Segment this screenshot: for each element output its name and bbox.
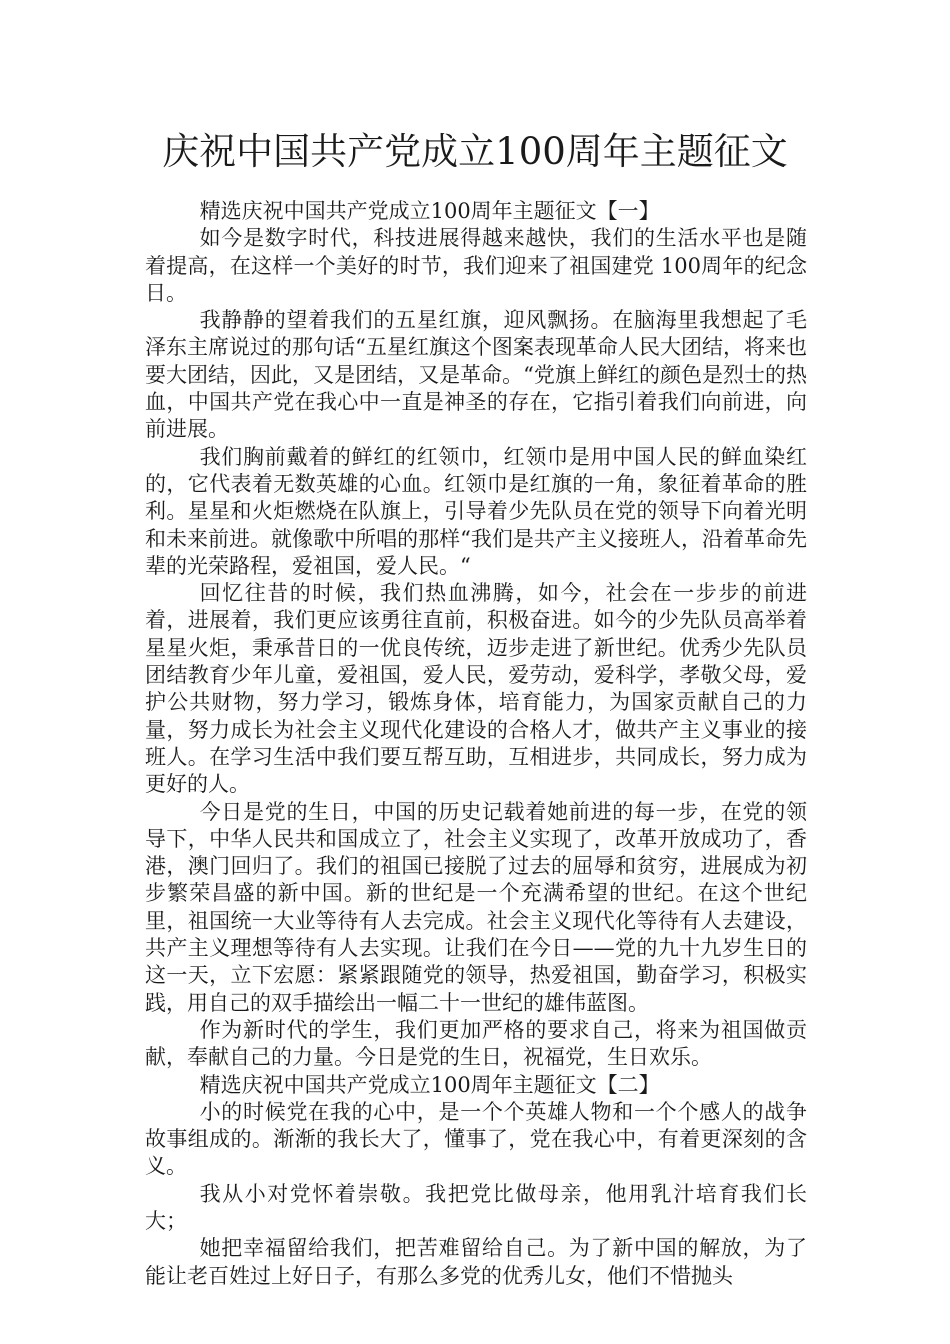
- paragraph: 我静静的望着我们的五星红旗，迎风飘扬。在脑海里我想起了毛泽东主席说过的那句话“五星红旗这个图案表现革命人民大团结，将来也要大团结，因此，又是团结，又是革命。“党旗上鲜红的颜色是烈士的热血，中国共产党在我心中一直是神圣的存在，它指引着我们向前进，向前进展。: [145, 308, 807, 442]
- section-heading-1: 精选庆祝中国共产党成立100周年主题征文【一】: [199, 199, 660, 223]
- section-heading-2: 精选庆祝中国共产党成立100周年主题征文【二】: [199, 1072, 660, 1097]
- paragraph: 我从小对党怀着崇敬。我把党比做母亲，他用乳汁培育我们长大；: [145, 1181, 807, 1233]
- paragraph: 我们胸前戴着的鲜红的红领巾，红领巾是用中国人民的鲜血染红的，它代表着无数英雄的心血。红领巾是红旗的一角，象征着革命的胜利。星星和火炬燃烧在队旗上，引导着少先队员在党的领导下向着光明和未来前进。就像歌中所唱的那样“我们是共产主义接班人，沿着革命先辈的光荣路程，爱祖国，爱人民。“: [145, 444, 807, 578]
- paragraph: 作为新时代的学生，我们更加严格的要求自己，将来为祖国做贡献，奉献自己的力量。今日是党的生日，祝福党，生日欢乐。: [145, 1017, 807, 1070]
- paragraph: 她把幸福留给我们，把苦难留给自己。为了新中国的解放，为了能让老百姓过上好日子，有那么多党的优秀儿女，他们不惜抛头: [145, 1236, 807, 1288]
- paragraph: 如今是数字时代，科技进展得越来越快，我们的生活水平也是随着提高，在这样一个美好的时节，我们迎来了祖国建党 100周年的纪念日。: [145, 226, 807, 305]
- paragraph: 今日是党的生日，中国的历史记载着她前进的每一步，在党的领导下，中华人民共和国成立了，社会主义实现了，改革开放成功了，香港，澳门回归了。我们的祖国已接脱了过去的屈辱和贫穷，进展成为初步繁荣昌盛的新中国。新的世纪是一个充满希望的世纪。在这个世纪里，祖国统一大业等待有人去完成。社会主义现代化等待有人去建设，共产主义理想等待有人去实现。让我们在今日——党的九十九岁生日的这一天，立下宏愿：紧紧跟随党的领导，热爱祖国，勤奋学习，积极实践，用自己的双手描绘出一幅二十一世纪的雄伟蓝图。: [145, 799, 807, 1015]
- paragraph: 小的时候党在我的心中，是一个个英雄人物和一个个感人的战争故事组成的。渐渐的我长大了，懂事了，党在我心中，有着更深刻的含义。: [145, 1099, 807, 1179]
- document-body: [145, 198, 807, 1290]
- paragraph: 回忆往昔的时候，我们热血沸腾，如今，社会在一步步的前进着，进展着，我们更应该勇往直前，积极奋进。如今的少先队员高举着星星火炬，秉承昔日的一优良传统，迈步走进了新世纪。优秀少先队员团结教育少年儿童，爱祖国，爱人民，爱劳动，爱科学，孝敬父母，爱护公共财物，努力学习，锻炼身体，培育能力，为国家贡献自己的力量，努力成长为社会主义现代化建设的合格人才，做共产主义事业的接班人。在学习生活中我们要互帮互助，互相进步，共同成长，努力成为更好的人。: [145, 581, 807, 797]
- document-title: 庆祝中国共产党成立100周年主题征文: [162, 130, 788, 173]
